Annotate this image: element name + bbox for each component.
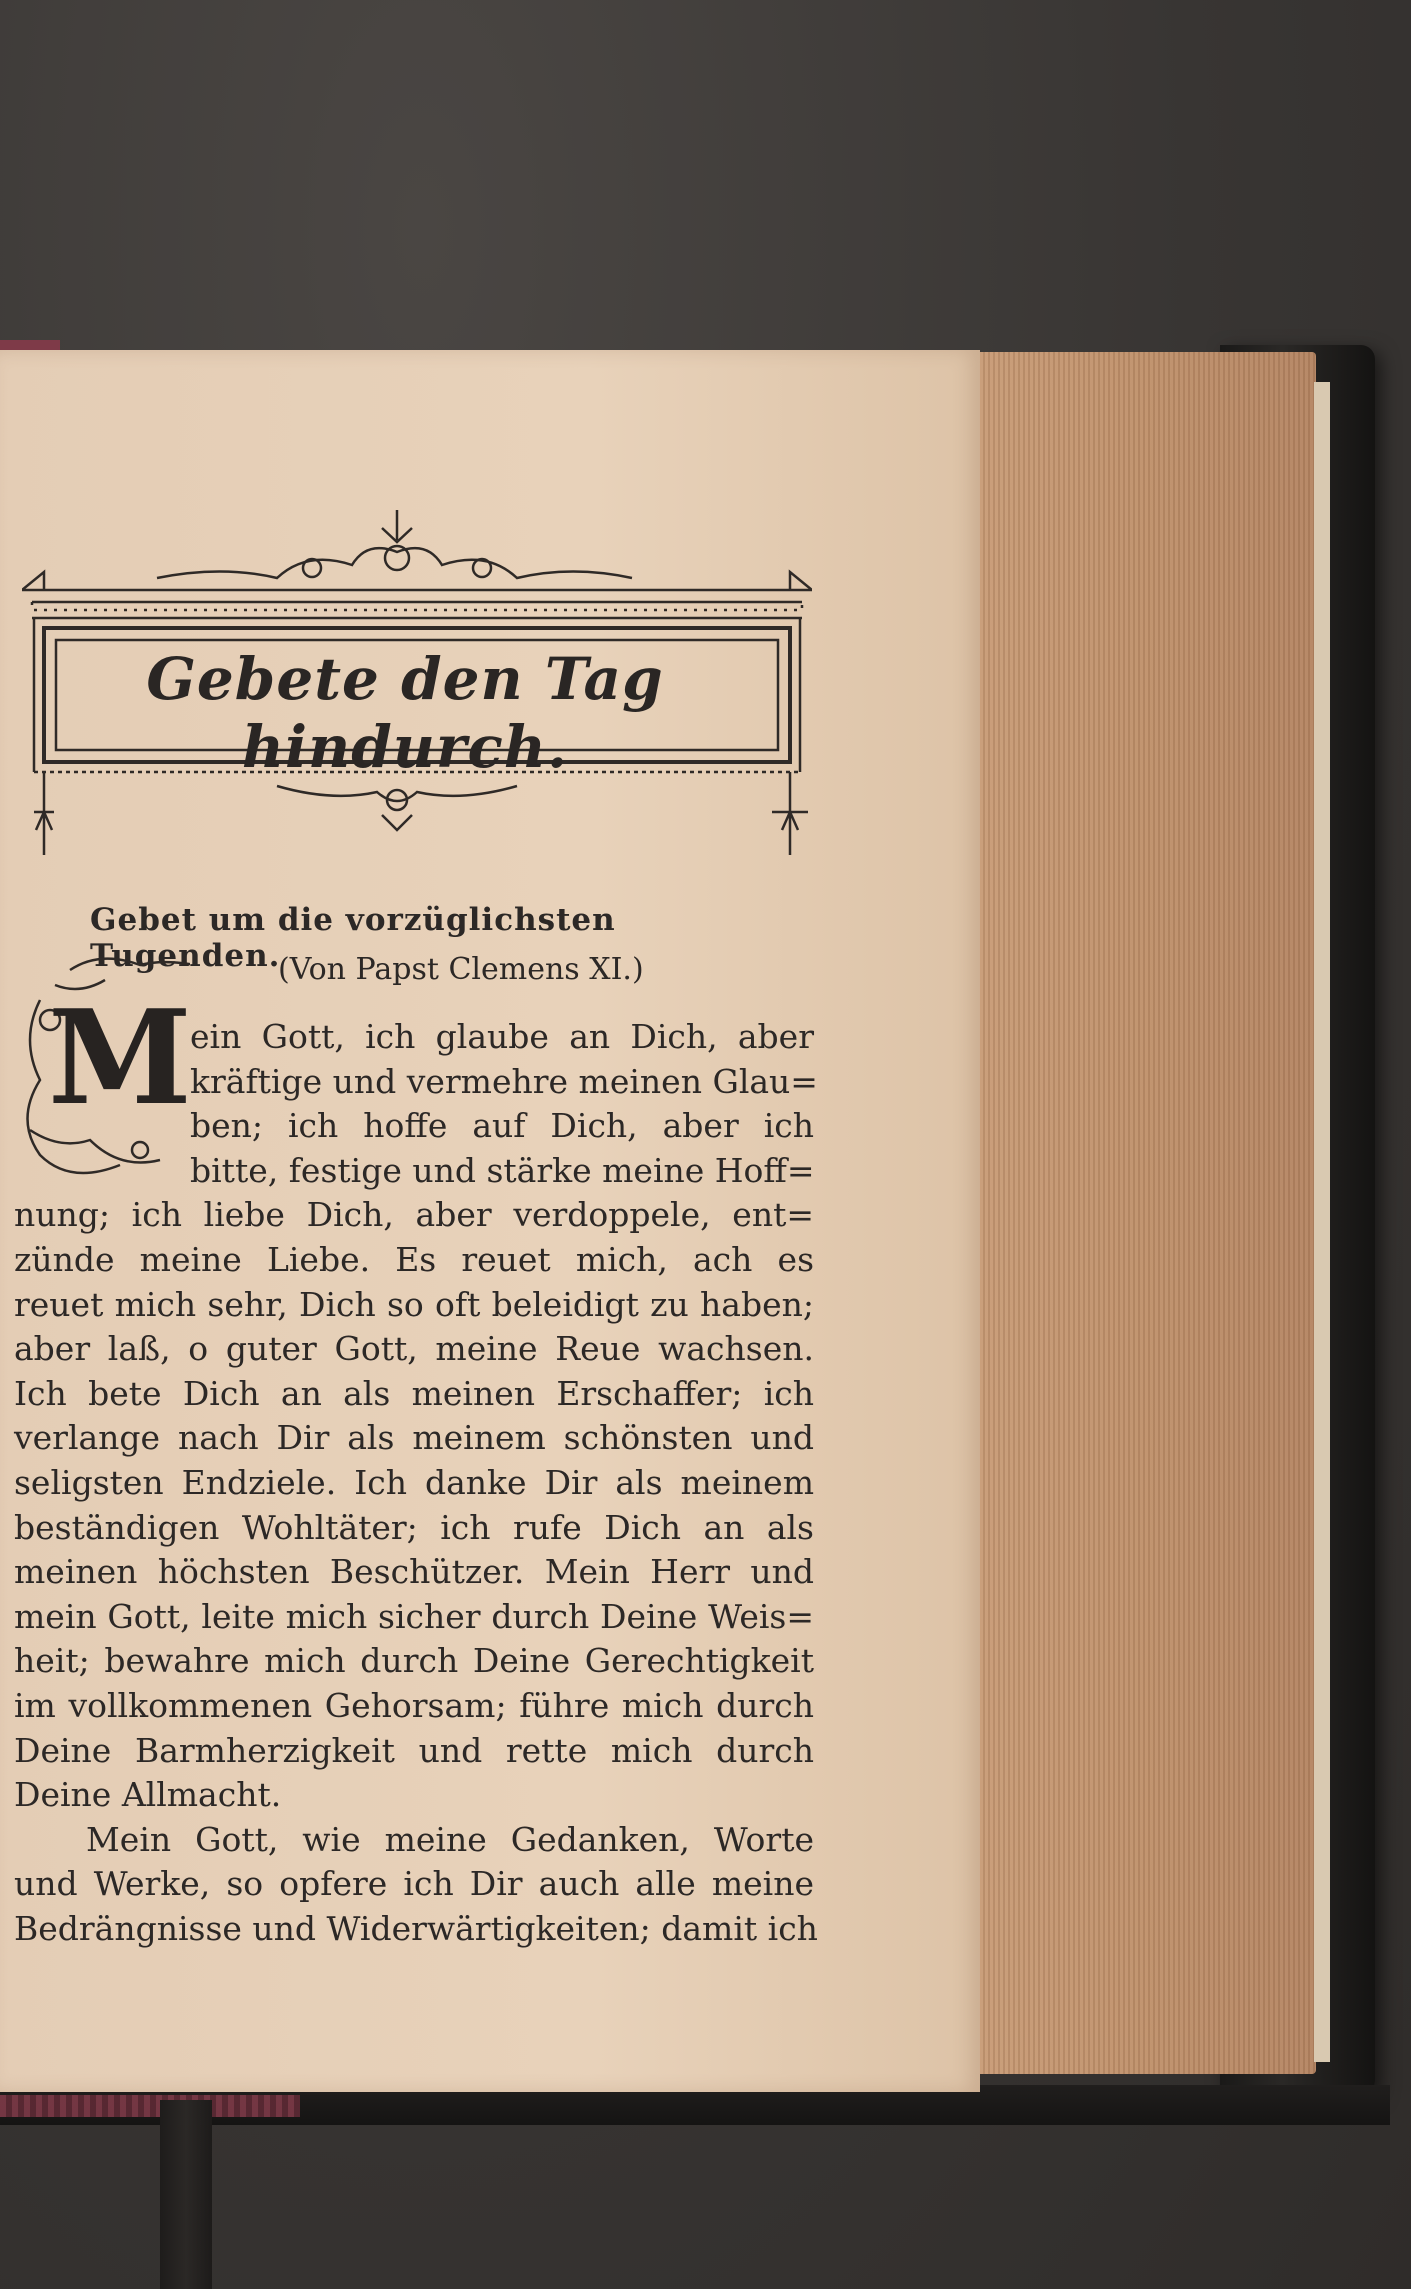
text-line: ben; ich hoffe auf Dich, aber ich (190, 1106, 814, 1146)
text-line: Bedrängnisse und Widerwärtigkeiten; damit ich (14, 1908, 818, 1948)
text-line: nung; ich liebe Dich, aber verdoppele, ent= (14, 1195, 814, 1235)
page-header-title: Gebete den Tag hindurch. (146, 645, 664, 781)
text-line: mein Gott, leite mich sicher durch Deine Weis= (14, 1596, 814, 1636)
text-line: bitte, festige und stärke meine Hoff= (190, 1150, 815, 1190)
text-line: aber laß, o guter Gott, meine Reue wachsen. (14, 1329, 814, 1369)
text-line: kräftige und vermehre meinen Glau= (190, 1061, 818, 1101)
text-line: im vollkommenen Gehorsam; führe mich durch (14, 1685, 814, 1725)
bookmark-strap (160, 2100, 212, 2289)
prayer-text (14, 1015, 818, 1951)
text-line: ein Gott, ich glaube an Dich, aber (190, 1017, 814, 1056)
text-line: Mein Gott, wie meine Gedanken, Worte (86, 1819, 814, 1859)
attribution: (Von Papst Clemens XI.) (278, 952, 644, 987)
text-line: meinen höchsten Beschützer. Mein Herr und (14, 1552, 814, 1592)
text-line: reuet mich sehr, Dich so oft beleidigt zu haben; (14, 1284, 814, 1324)
text-line: Deine Barmherzigkeit und rette mich durch (14, 1730, 814, 1770)
text-line: und Werke, so opfere ich Dir auch alle meine (14, 1864, 814, 1904)
dropcap-letter: M (48, 981, 192, 1134)
text-line: heit; bewahre mich durch Deine Gerechtigkeit (14, 1641, 814, 1681)
text-line: zünde meine Liebe. Es reuet mich, ach es (14, 1239, 814, 1279)
text-line: verlange nach Dir als meinem schönsten und (14, 1418, 814, 1458)
text-line: seligsten Endziele. Ich danke Dir als meinem (14, 1462, 814, 1502)
text-line: beständigen Wohltäter; ich rufe Dich an als (14, 1507, 814, 1547)
text-line: Deine Allmacht. (14, 1775, 282, 1815)
ribbon-bookmark (0, 2095, 300, 2117)
page-edges (968, 352, 1316, 2074)
text-line: Ich bete Dich an als meinen Erschaffer; ich (14, 1373, 814, 1413)
section-title: Gebet um die vorzüglichsten Tugenden. (90, 902, 616, 974)
